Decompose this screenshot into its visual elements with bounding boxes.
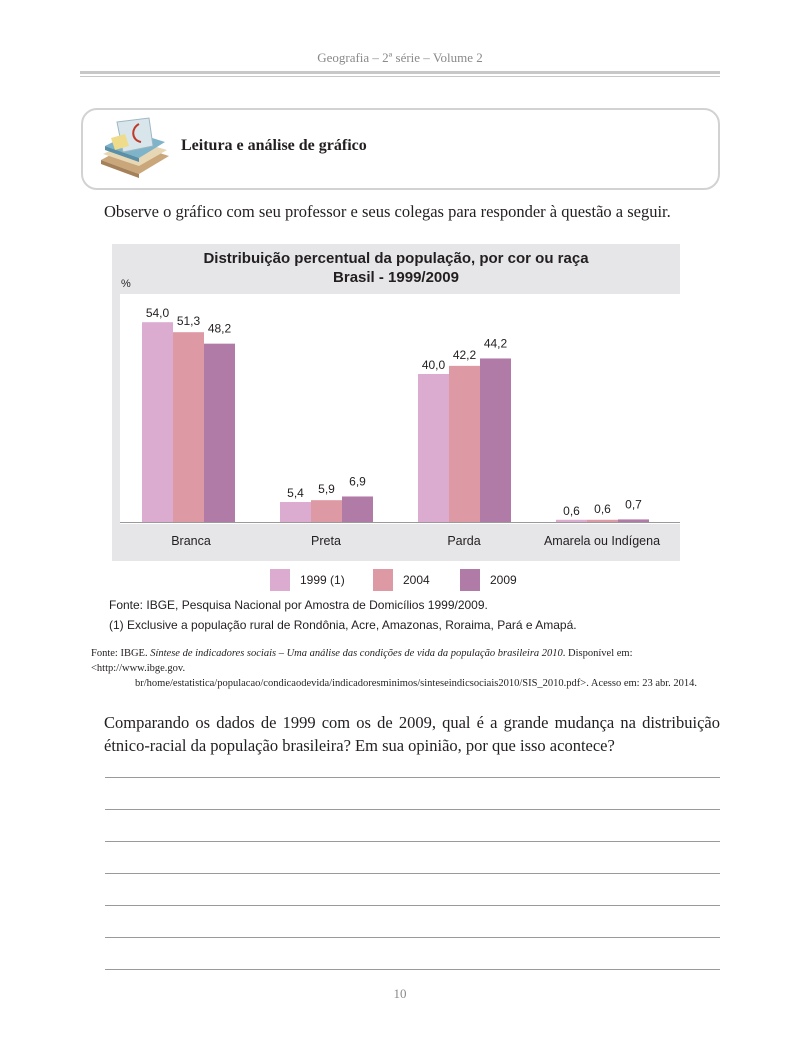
header-rule-thin bbox=[80, 76, 720, 77]
answer-line[interactable] bbox=[105, 777, 720, 778]
data-label-amarela-ou-ind-gena-2009: 0,7 bbox=[625, 497, 642, 512]
bar-branca-2009 bbox=[204, 344, 235, 522]
answer-line[interactable] bbox=[105, 937, 720, 938]
data-label-amarela-ou-ind-gena-2004: 0,6 bbox=[594, 501, 611, 516]
bar-branca-1999-1 bbox=[142, 322, 173, 522]
source-prefix: Fonte: IBGE. bbox=[91, 648, 151, 659]
running-head: Geografia – 2ª série – Volume 2 bbox=[317, 50, 483, 65]
bar-parda-1999-1 bbox=[418, 374, 449, 522]
data-label-branca-2004: 51,3 bbox=[176, 314, 201, 329]
bar-parda-2004 bbox=[449, 366, 480, 522]
data-label-preta-1999-1: 5,4 bbox=[287, 486, 304, 501]
category-label-amarela-indigena: Amarela ou Indígena bbox=[543, 534, 661, 548]
answer-line[interactable] bbox=[105, 969, 720, 970]
data-label-branca-2009: 48,2 bbox=[207, 321, 232, 336]
legend-swatch-1999 bbox=[270, 569, 290, 591]
section-box bbox=[81, 108, 720, 190]
bar-parda-2009 bbox=[480, 358, 511, 522]
legend-swatch-2004 bbox=[373, 569, 393, 591]
source-url: br/home/estatistica/populacao/condicaodevida/indicadoresminimos/sinteseindicsociais2010/SIS_2010.pdf>. Acesso em: 23 abr. 2014. bbox=[135, 678, 698, 689]
source-title: Síntese de indicadores sociais – Uma análise das condições de vida da população brasileira 2010 bbox=[150, 648, 563, 659]
books-icon bbox=[95, 116, 173, 180]
data-label-parda-2009: 44,2 bbox=[483, 336, 508, 351]
plot-area bbox=[120, 294, 680, 524]
category-label-parda: Parda bbox=[447, 534, 481, 548]
bar-preta-1999-1 bbox=[280, 502, 311, 522]
data-label-preta-2009: 6,9 bbox=[349, 474, 366, 489]
y-axis-unit: % bbox=[121, 278, 131, 290]
question-text: Comparando os dados de 1999 com os de 2009, qual é a grande mudança na distribuição étnico-racial da população brasileira? Em sua opinião, por que isso acontece? bbox=[104, 713, 720, 755]
chart-panel bbox=[112, 244, 680, 561]
section-title: Leitura e análise de gráfico bbox=[181, 137, 367, 154]
header-rule bbox=[80, 71, 720, 74]
chart-footnote: (1) Exclusive a população rural de Rondônia, Acre, Amazonas, Roraima, Pará e Amapá. bbox=[109, 618, 577, 632]
source-citation bbox=[91, 646, 721, 691]
bar-chart bbox=[120, 294, 680, 524]
legend-swatch-2009 bbox=[460, 569, 480, 591]
chart-legend bbox=[0, 569, 800, 593]
answer-line[interactable] bbox=[105, 841, 720, 842]
answer-line[interactable] bbox=[105, 905, 720, 906]
bar-preta-2009 bbox=[342, 496, 373, 522]
answer-line[interactable] bbox=[105, 873, 720, 874]
answer-line[interactable] bbox=[105, 809, 720, 810]
bar-amarela-ou-ind-gena-2009 bbox=[618, 519, 649, 522]
intro-text: Observe o gráfico com seu professor e seus colegas para responder à questão a seguir. bbox=[104, 202, 671, 221]
category-label-branca: Branca bbox=[171, 534, 211, 548]
source-availability: . Disponível em: <http://www.ibge.gov. bbox=[91, 648, 633, 674]
chart-source-note: Fonte: IBGE, Pesquisa Nacional por Amostra de Domicílios 1999/2009. bbox=[109, 598, 488, 612]
bar-amarela-ou-ind-gena-1999-1 bbox=[556, 520, 587, 522]
page-number: 10 bbox=[393, 986, 407, 1001]
chart-title: Distribuição percentual da população, por cor ou raça bbox=[203, 250, 589, 267]
bar-branca-2004 bbox=[173, 332, 204, 522]
legend-label-2004: 2004 bbox=[403, 573, 430, 587]
data-label-amarela-ou-ind-gena-1999-1: 0,6 bbox=[563, 503, 580, 518]
category-label-preta: Preta bbox=[311, 534, 341, 548]
data-label-parda-2004: 42,2 bbox=[452, 347, 477, 362]
bar-amarela-ou-ind-gena-2004 bbox=[587, 520, 618, 522]
bar-preta-2004 bbox=[311, 500, 342, 522]
legend-label-2009: 2009 bbox=[490, 573, 517, 587]
chart-subtitle: Brasil - 1999/2009 bbox=[333, 269, 459, 286]
data-label-preta-2004: 5,9 bbox=[318, 482, 335, 497]
data-label-parda-1999-1: 40,0 bbox=[421, 358, 446, 372]
legend-label-1999: 1999 (1) bbox=[300, 573, 345, 587]
data-label-branca-1999-1: 54,0 bbox=[145, 306, 170, 321]
